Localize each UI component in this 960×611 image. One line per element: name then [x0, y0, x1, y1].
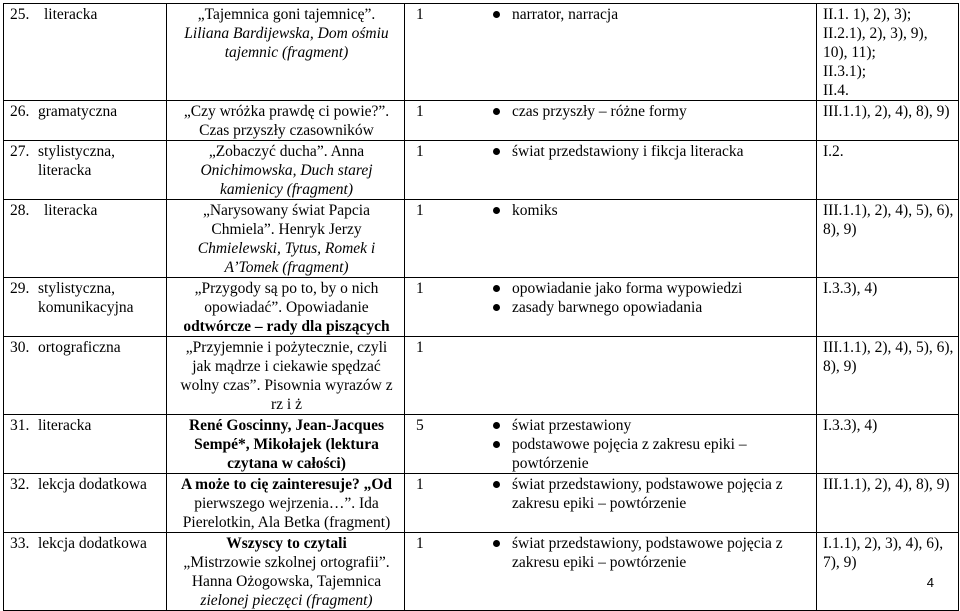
- lesson-topic-cell: [405, 141, 817, 200]
- topic-item: zakresu epiki – powtórzenie: [512, 554, 687, 571]
- lesson-number: 28.: [10, 202, 30, 219]
- lesson-type: komunikacyjna: [38, 299, 134, 316]
- title-line: opowiadać”. Opowiadanie: [204, 299, 369, 316]
- table-row: [4, 4, 959, 101]
- title-line: „Narysowany świat Papcia: [202, 202, 370, 219]
- requirement-line: III.1.1), 2), 4), 5), 6),: [823, 202, 954, 219]
- topic-item: podstawowe pojęcia z zakresu epiki –: [490, 435, 795, 454]
- title-line: „Przyjemnie i pożytecznie, czyli: [185, 339, 388, 356]
- title-line: czytana w całości): [227, 455, 346, 472]
- title-line: Chmielewski, Tytus, Romek i: [197, 240, 376, 257]
- requirement-line: I.3.3), 4): [823, 280, 878, 297]
- lesson-title-cell: [167, 415, 405, 474]
- hours-count: 1: [416, 202, 424, 219]
- lesson-title-cell: [167, 200, 405, 278]
- requirements-cell: [817, 4, 959, 101]
- lesson-type-cell: [4, 337, 167, 415]
- lesson-type-cell: [4, 200, 167, 278]
- title-line: Sempé*, Mikołajek (lektura: [194, 436, 379, 453]
- requirements-cell: [817, 141, 959, 200]
- topic-item: zasady barwnego opowiadania: [490, 298, 795, 317]
- topic-item: świat przedstawiony, podstawowe pojęcia z: [490, 475, 795, 494]
- requirement-line: 7), 9): [823, 554, 857, 571]
- topic-item: narrator, narracja: [490, 5, 795, 24]
- requirements-cell: [817, 200, 959, 278]
- title-line: jak mądrze i ciekawie spędzać: [192, 358, 381, 375]
- lesson-topic-cell: [405, 474, 817, 533]
- page-number: 4: [926, 575, 934, 590]
- lesson-title-cell: [167, 533, 405, 611]
- requirement-line: II.3.1);: [823, 63, 867, 80]
- topic-item: świat przedstawiony, podstawowe pojęcia z: [490, 534, 795, 553]
- topic-item: opowiadanie jako forma wypowiedzi: [490, 279, 795, 298]
- lesson-number: 26.: [10, 103, 30, 120]
- hours-count: 1: [416, 339, 424, 356]
- lesson-title-cell: [167, 474, 405, 533]
- requirement-line: II.4.: [823, 82, 849, 99]
- requirement-line: I.2.: [823, 143, 844, 160]
- requirement-line: III.1.1), 2), 4), 5), 6),: [823, 339, 954, 356]
- requirement-line: I.3.3), 4): [823, 417, 878, 434]
- title-line: Czas przyszły czasowników: [199, 122, 374, 139]
- title-line: „Mistrzowie szkolnej ortografii”.: [183, 554, 390, 571]
- requirement-line: II.2.1), 2), 3), 9),: [823, 25, 928, 42]
- title-line: rz i ż: [271, 396, 302, 413]
- topic-item: komiks: [490, 201, 795, 220]
- table-row: [4, 474, 959, 533]
- title-line: wolny czas”. Pisownia wyrazów z: [180, 377, 393, 394]
- lesson-title-cell: [167, 141, 405, 200]
- lesson-title-cell: [167, 101, 405, 141]
- lesson-number: 25.: [10, 6, 30, 23]
- requirements-cell: [817, 337, 959, 415]
- lesson-title-cell: [167, 4, 405, 101]
- lesson-topic-cell: [405, 4, 817, 101]
- title-line: „Zobaczyć ducha”. Anna: [208, 143, 365, 160]
- requirement-line: III.1.1), 2), 4), 8), 9): [823, 103, 950, 120]
- hours-count: 1: [416, 535, 424, 552]
- title-line: René Goscinny, Jean-Jacques: [188, 417, 385, 434]
- title-line: A’Tomek (fragment): [224, 259, 349, 276]
- curriculum-table: [3, 3, 959, 611]
- lesson-type: stylistyczna,: [38, 280, 116, 297]
- title-line: tajemnic (fragment): [224, 44, 349, 61]
- hours-count: 1: [416, 103, 424, 120]
- requirements-cell: [817, 415, 959, 474]
- lesson-type: ortograficzna: [38, 339, 121, 356]
- table-row: [4, 101, 959, 141]
- lesson-type: lekcja dodatkowa: [38, 476, 147, 493]
- title-line: „Tajemnica goni tajemnicę”.: [197, 6, 376, 23]
- title-line: „Czy wróżka prawdę ci powie?”.: [183, 103, 390, 120]
- lesson-type: literacka: [38, 162, 92, 179]
- lesson-topic-cell: [405, 101, 817, 141]
- lesson-type: literacka: [44, 6, 98, 23]
- lesson-number: 33.: [10, 535, 30, 552]
- table-row: [4, 278, 959, 337]
- lesson-number: 32.: [10, 476, 30, 493]
- lesson-topic-cell: [405, 415, 817, 474]
- table-row: [4, 337, 959, 415]
- title-line: kamienicy (fragment): [220, 181, 353, 198]
- lesson-number: 30.: [10, 339, 30, 356]
- lesson-type-cell: [4, 278, 167, 337]
- topic-item: czas przyszły – różne formy: [490, 102, 795, 121]
- topic-item: świat przedstawiony i fikcja literacka: [490, 142, 795, 161]
- lesson-title-cell: [167, 337, 405, 415]
- title-line: Wszyscy to czytali: [226, 535, 347, 552]
- lesson-topic-cell: [405, 533, 817, 611]
- lesson-topic-cell: [405, 200, 817, 278]
- table-row: [4, 533, 959, 611]
- lesson-type: gramatyczna: [38, 103, 118, 120]
- title-line: Chmiela”. Henryk Jerzy: [211, 221, 362, 238]
- lesson-topic-cell: [405, 337, 817, 415]
- lesson-number: 27.: [10, 143, 30, 160]
- lesson-type-cell: [4, 4, 167, 101]
- lesson-topic-cell: [405, 278, 817, 337]
- table-row: [4, 141, 959, 200]
- topic-item: zakresu epiki – powtórzenie: [512, 495, 687, 512]
- lesson-type: literacka: [44, 202, 98, 219]
- title-line: zielonej pieczęci (fragment): [200, 592, 373, 609]
- lesson-type-cell: [4, 533, 167, 611]
- lesson-type: literacka: [38, 417, 92, 434]
- hours-count: 1: [416, 143, 424, 160]
- lesson-number: 29.: [10, 280, 30, 297]
- lesson-number: 31.: [10, 417, 30, 434]
- table-row: [4, 200, 959, 278]
- title-line: Pierelotkin, Ala Betka (fragment): [182, 514, 391, 531]
- lesson-type-cell: [4, 474, 167, 533]
- title-line: Liliana Bardijewska, Dom ośmiu: [184, 25, 389, 42]
- requirement-line: 8), 9): [823, 358, 857, 375]
- lesson-type-cell: [4, 101, 167, 141]
- requirement-line: 8), 9): [823, 221, 857, 238]
- topic-item: powtórzenie: [512, 455, 589, 472]
- topic-item: świat przestawiony: [490, 416, 795, 435]
- title-line: odtwórcze – rady dla piszących: [183, 318, 390, 335]
- requirements-cell: [817, 533, 959, 611]
- requirement-line: II.1. 1), 2), 3);: [823, 6, 912, 23]
- requirement-line: III.1.1), 2), 4), 8), 9): [823, 476, 950, 493]
- title-line: pierwszego wejrzenia…”. Ida: [194, 495, 379, 512]
- title-line: Hanna Ożogowska, Tajemnica: [191, 573, 382, 590]
- hours-count: 1: [416, 6, 424, 23]
- hours-count: 1: [416, 280, 424, 297]
- lesson-type: lekcja dodatkowa: [38, 535, 147, 552]
- lesson-title-cell: [167, 278, 405, 337]
- lesson-type: stylistyczna,: [38, 143, 116, 160]
- requirement-line: 10), 11);: [823, 44, 876, 61]
- requirement-line: I.1.1), 2), 3), 4), 6),: [823, 535, 944, 552]
- hours-count: 5: [416, 417, 424, 434]
- lesson-type-cell: [4, 141, 167, 200]
- table-row: [4, 415, 959, 474]
- hours-count: 1: [416, 476, 424, 493]
- requirements-cell: [817, 474, 959, 533]
- title-line: „Przygody są po to, by o nich: [194, 280, 379, 297]
- title-line: A może to cię zainteresuje? „Od: [180, 476, 393, 493]
- requirements-cell: [817, 101, 959, 141]
- lesson-type-cell: [4, 415, 167, 474]
- requirements-cell: [817, 278, 959, 337]
- title-line: Onichimowska, Duch starej: [200, 162, 373, 179]
